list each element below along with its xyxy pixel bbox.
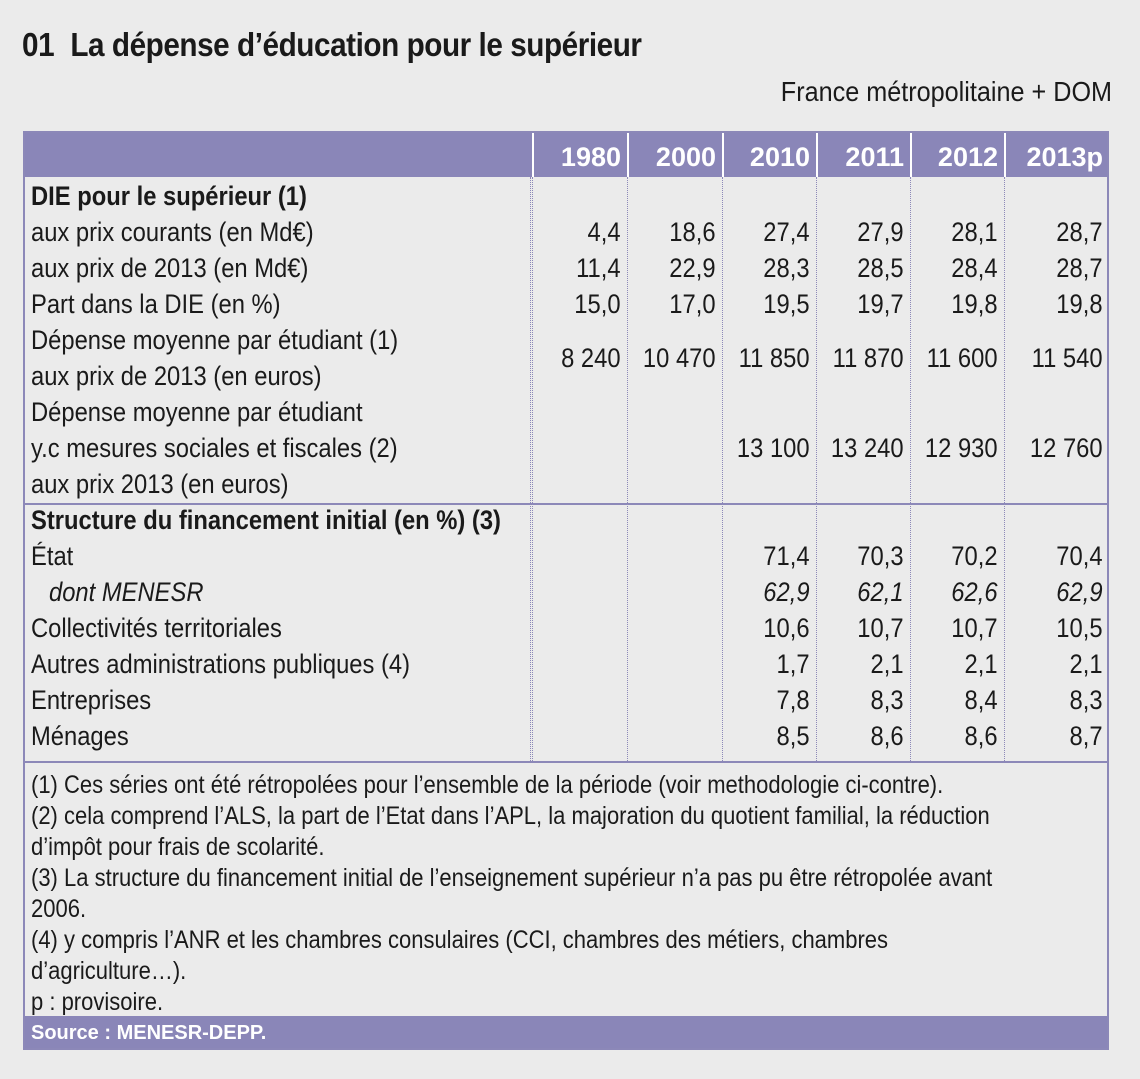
cell-value-2000: 18,6: [669, 217, 716, 247]
cell-value-2012: 28,1: [951, 217, 998, 247]
table-row: [25, 397, 1107, 505]
cell-value-2013p: 10,5: [1056, 613, 1103, 643]
footnote: (1) Ces séries ont été rétropolées pour l’ensemble de la période (voir methodologie ci-contre).: [31, 771, 944, 799]
column-separator: [722, 177, 723, 761]
cell-value-2000: 10 470: [643, 343, 716, 373]
row-label: Ménages: [31, 721, 129, 751]
cell-value-2010: 10,6: [763, 613, 810, 643]
row-label: Autres administrations publiques (4): [31, 649, 411, 679]
footnote: d’impôt pour frais de scolarité.: [31, 833, 325, 861]
row-label: Entreprises: [31, 685, 152, 715]
cell-value-1980: 4,4: [587, 217, 621, 247]
cell-value-2011: 62,1: [857, 577, 904, 607]
cell-value-2013p: 19,8: [1056, 289, 1103, 319]
column-separator: [910, 177, 911, 761]
column-separator: [532, 177, 533, 761]
cell-value-2010: 13 100: [737, 433, 810, 463]
row-label: aux prix courants (en Md€): [31, 217, 314, 247]
table-row: [25, 721, 1107, 757]
cell-value-2012: 70,2: [951, 541, 998, 571]
cell-value-2013p: 12 760: [1030, 433, 1103, 463]
footnote: d’agriculture…).: [31, 957, 187, 985]
table-row: [25, 649, 1107, 685]
year-header-1980: 1980: [532, 133, 627, 177]
cell-value-2011: 28,5: [857, 253, 904, 283]
cell-value-2010: 7,8: [776, 685, 810, 715]
cell-value-2013p: 28,7: [1056, 253, 1103, 283]
cell-value-2013p: 8,7: [1069, 721, 1103, 751]
row-label: Part dans la DIE (en %): [31, 289, 281, 319]
cell-value-2013p: 11 540: [1032, 343, 1103, 373]
cell-value-2011: 27,9: [857, 217, 904, 247]
data-table: [23, 131, 1109, 1050]
source-bar: [25, 1016, 1107, 1048]
figure-number: 01: [22, 26, 55, 63]
figure-title: La dépense d’éducation pour le supérieur: [70, 26, 642, 63]
section-heading-label: Structure du financement initial (en %) (3): [31, 505, 501, 535]
footnote: (3) La structure du financement initial de l’enseignement supérieur n’a pas pu être rétropolée avant: [31, 864, 993, 892]
table-row: [25, 217, 1107, 253]
cell-value-2010: 8,5: [776, 721, 810, 751]
page-title: [22, 26, 642, 64]
cell-value-1980: 8 240: [561, 343, 621, 373]
cell-value-2011: 2,1: [870, 649, 904, 679]
cell-value-2000: 22,9: [669, 253, 716, 283]
footnote: 2006.: [31, 895, 87, 923]
row-label: Collectivités territoriales: [31, 613, 282, 643]
year-header-2011: 2011: [816, 133, 910, 177]
cell-value-2013p: 70,4: [1056, 541, 1103, 571]
row-label: y.c mesures sociales et fiscales (2): [31, 433, 398, 463]
cell-value-2012: 11 600: [927, 343, 998, 373]
cell-value-2012: 19,8: [951, 289, 998, 319]
year-header-2013p: 2013p: [1004, 133, 1109, 177]
table-row: [25, 541, 1107, 577]
cell-value-2010: 62,9: [763, 577, 810, 607]
table-bottom-rule: [25, 761, 1107, 763]
cell-value-2013p: 62,9: [1056, 577, 1103, 607]
table-row: [25, 253, 1107, 289]
cell-value-2013p: 8,3: [1069, 685, 1103, 715]
cell-value-1980: 11,4: [576, 253, 621, 283]
row-label: dont MENESR: [49, 577, 204, 607]
year-header-2000: 2000: [627, 133, 722, 177]
row-label: aux prix 2013 (en euros): [31, 469, 289, 499]
section-heading-label: DIE pour le supérieur (1): [31, 181, 307, 211]
cell-value-2012: 8,4: [964, 685, 998, 715]
row-label: État: [31, 541, 74, 571]
row-label: aux prix de 2013 (en Md€): [31, 253, 309, 283]
source-text: Source : MENESR-DEPP.: [31, 1022, 267, 1044]
cell-value-1980: 15,0: [574, 289, 621, 319]
cell-value-2013p: 28,7: [1056, 217, 1103, 247]
year-header-2012: 2012: [910, 133, 1004, 177]
column-separator: [627, 177, 628, 761]
footnote: (2) cela comprend l’ALS, la part de l’Etat dans l’APL, la majoration du quotient familial, la réduction: [31, 802, 990, 830]
row-label: aux prix de 2013 (en euros): [31, 361, 322, 391]
cell-value-2012: 12 930: [925, 433, 998, 463]
cell-value-2000: 17,0: [669, 289, 716, 319]
cell-value-2010: 27,4: [763, 217, 810, 247]
cell-value-2012: 2,1: [964, 649, 998, 679]
year-header-2010: 2010: [722, 133, 816, 177]
cell-value-2010: 11 850: [739, 343, 810, 373]
footnote: (4) y compris l’ANR et les chambres consulaires (CCI, chambres des métiers, chambres: [31, 926, 889, 954]
cell-value-2011: 11 870: [833, 343, 904, 373]
cell-value-2011: 10,7: [857, 613, 904, 643]
region-label: France métropolitaine + DOM: [780, 76, 1112, 107]
row-label: Dépense moyenne par étudiant: [31, 397, 363, 427]
column-separator: [816, 177, 817, 761]
cell-value-2011: 8,6: [870, 721, 904, 751]
column-separator: [1004, 177, 1005, 761]
cell-value-2012: 28,4: [951, 253, 998, 283]
row-label: Dépense moyenne par étudiant (1): [31, 325, 399, 355]
cell-value-2012: 10,7: [951, 613, 998, 643]
cell-value-2013p: 2,1: [1069, 649, 1103, 679]
table-row: [25, 289, 1107, 325]
cell-value-2010: 1,7: [776, 649, 810, 679]
cell-value-2010: 28,3: [763, 253, 810, 283]
cell-value-2011: 13 240: [831, 433, 904, 463]
cell-value-2012: 62,6: [951, 577, 998, 607]
footnote: p : provisoire.: [31, 988, 164, 1016]
table-row: [25, 325, 1107, 397]
cell-value-2011: 70,3: [857, 541, 904, 571]
cell-value-2011: 19,7: [857, 289, 904, 319]
cell-value-2011: 8,3: [870, 685, 904, 715]
cell-value-2012: 8,6: [964, 721, 998, 751]
column-separator: [530, 177, 531, 761]
cell-value-2010: 19,5: [763, 289, 810, 319]
cell-value-2010: 71,4: [763, 541, 810, 571]
table-row: [25, 685, 1107, 721]
table-row: [25, 577, 1107, 613]
table-header: [25, 133, 1107, 177]
table-row: [25, 613, 1107, 649]
